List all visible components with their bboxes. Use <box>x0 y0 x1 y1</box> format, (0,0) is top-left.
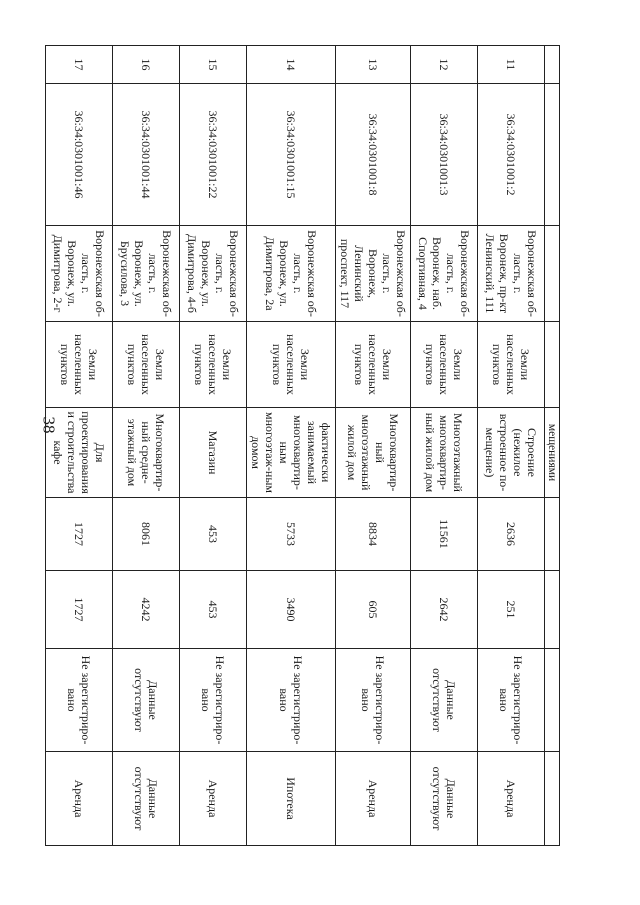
row-number: 16 <box>112 46 179 84</box>
land-category: Земли населенных пунктов <box>478 322 545 408</box>
header-tail-cell <box>545 752 560 846</box>
header-tail-cell <box>545 322 560 408</box>
parcel-area: 8061 <box>112 498 179 571</box>
cadastral-number: 36:34:0301001:22 <box>179 84 246 226</box>
land-category: Земли населенных пунктов <box>45 322 112 408</box>
table-header-tail <box>545 46 560 846</box>
header-tail-cell <box>545 649 560 752</box>
cadastral-number: 36:34:0301001:46 <box>45 84 112 226</box>
land-category: Земли населенных пунктов <box>179 322 246 408</box>
encumbrance: Данные отсутствуют <box>112 752 179 846</box>
building-area: 251 <box>478 571 545 649</box>
permitted-use: Многоквартир-ный многоэтажный жилой дом <box>335 408 410 498</box>
parcel-area: 8834 <box>335 498 410 571</box>
header-tail-cell <box>545 571 560 649</box>
table-row <box>112 46 179 846</box>
encumbrance: Данные отсутствуют <box>411 752 478 846</box>
cadastral-number: 36:34:0301001:15 <box>246 84 335 226</box>
permitted-use: фактически занимаемый многоквартир-ным многоэтаж-ным домом <box>246 408 335 498</box>
row-number: 17 <box>45 46 112 84</box>
row-number: 11 <box>478 46 545 84</box>
table-body <box>45 46 559 846</box>
table-row <box>246 46 335 846</box>
row-number: 14 <box>246 46 335 84</box>
table-row <box>179 46 246 846</box>
encumbrance: Аренда <box>335 752 410 846</box>
registration-status: Не зарегистриро-вано <box>45 649 112 752</box>
header-tail-cell <box>545 84 560 226</box>
building-area: 1727 <box>45 571 112 649</box>
table-row <box>335 46 410 846</box>
address: Воронежская об-ласть, г. Воронеж, ул. Димитрова, 2а <box>246 226 335 322</box>
land-category: Земли населенных пунктов <box>335 322 410 408</box>
table-wrapper <box>50 45 560 845</box>
permitted-use: Магазин <box>179 408 246 498</box>
registration-status: Не зарегистриро-вано <box>478 649 545 752</box>
permitted-use: Для проектирования и строительства кафе <box>45 408 112 498</box>
land-category: Земли населенных пунктов <box>246 322 335 408</box>
building-area: 4242 <box>112 571 179 649</box>
building-area: 605 <box>335 571 410 649</box>
address: Воронежская об-ласть, г. Воронеж, Ленинский проспект, 117 <box>335 226 410 322</box>
address: Воронежская об-ласть, г. Воронеж, ул. Димитрова, 2-г <box>45 226 112 322</box>
cadastral-number: 36:34:0301001:3 <box>411 84 478 226</box>
header-tail-cell <box>545 498 560 571</box>
land-category: Земли населенных пунктов <box>112 322 179 408</box>
parcel-area: 2636 <box>478 498 545 571</box>
table-row <box>411 46 478 846</box>
cadastral-number: 36:34:0301001:44 <box>112 84 179 226</box>
row-number: 13 <box>335 46 410 84</box>
building-area: 3490 <box>246 571 335 649</box>
row-number: 12 <box>411 46 478 84</box>
parcel-area: 5733 <box>246 498 335 571</box>
encumbrance: Аренда <box>478 752 545 846</box>
land-category: Земли населенных пунктов <box>411 322 478 408</box>
land-parcels-table <box>45 45 560 846</box>
cadastral-number: 36:34:0301001:8 <box>335 84 410 226</box>
row-number: 15 <box>179 46 246 84</box>
encumbrance: Ипотека <box>246 752 335 846</box>
parcel-area: 11561 <box>411 498 478 571</box>
address: Воронежская об-ласть, г. Воронеж, пр-кт Ленинский, 111 <box>478 226 545 322</box>
encumbrance: Аренда <box>179 752 246 846</box>
registration-status: Не зарегистриро-вано <box>179 649 246 752</box>
header-tail-cell <box>545 46 560 84</box>
registration-status: Не зарегистриро-вано <box>335 649 410 752</box>
header-tail-cell <box>545 226 560 322</box>
parcel-area: 1727 <box>45 498 112 571</box>
address: Воронежская об-ласть, г. Воронеж, ул. Димитрова, 4-б <box>179 226 246 322</box>
building-area: 2642 <box>411 571 478 649</box>
permitted-use: Многоэтажный многоквартир-ный жилой дом <box>411 408 478 498</box>
permitted-use: Многоквартир-ный средне-этажный дом <box>112 408 179 498</box>
registration-status: Не зарегистриро-вано <box>246 649 335 752</box>
table-row <box>45 46 112 846</box>
building-area: 453 <box>179 571 246 649</box>
permitted-use: Строение (нежилое встроенное по-мещение) <box>478 408 545 498</box>
header-tail-cell: мещениями <box>545 408 560 498</box>
encumbrance: Аренда <box>45 752 112 846</box>
parcel-area: 453 <box>179 498 246 571</box>
address: Воронежская об-ласть, г. Воронеж, наб. Спортивная, 4 <box>411 226 478 322</box>
cadastral-number: 36:34:0301001:2 <box>478 84 545 226</box>
table-row <box>478 46 545 846</box>
registration-status: Данные отсутствуют <box>411 649 478 752</box>
registration-status: Данные отсутствуют <box>112 649 179 752</box>
address: Воронежская об-ласть, г. Воронеж, ул. Брусилова, 3 <box>112 226 179 322</box>
page-number: 38 <box>39 416 59 434</box>
